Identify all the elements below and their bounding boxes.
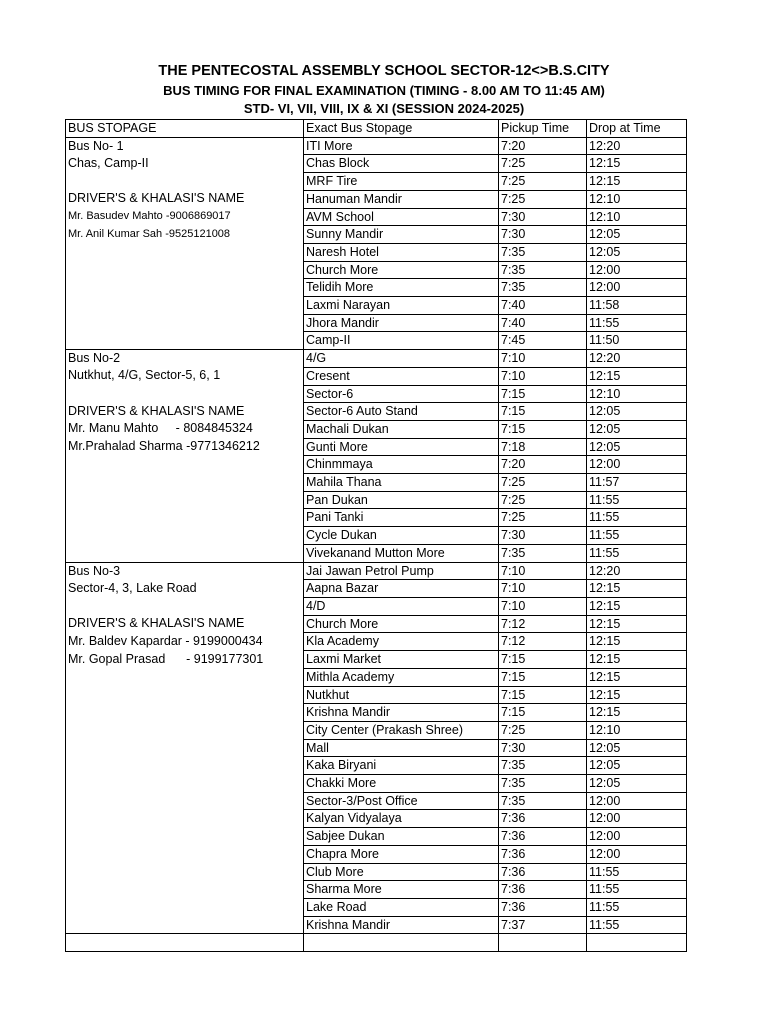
table-row [66, 474, 687, 492]
table-row [66, 155, 687, 173]
stop-name: Sharma More [304, 881, 499, 899]
pickup-time: 7:35 [499, 243, 587, 261]
drop-time: 11:57 [587, 474, 687, 492]
bus-info-cell [66, 509, 304, 527]
pickup-time: 7:30 [499, 208, 587, 226]
pickup-time: 7:35 [499, 544, 587, 562]
bus-info-cell [66, 775, 304, 793]
bus-info-cell [66, 828, 304, 846]
bus-info-cell [66, 261, 304, 279]
school-title: THE PENTECOSTAL ASSEMBLY SCHOOL SECTOR-12<>B.S.CITY [158, 63, 610, 79]
drop-time: 12:05 [587, 403, 687, 421]
pickup-time: 7:36 [499, 828, 587, 846]
pickup-time: 7:10 [499, 562, 587, 580]
blank-line [66, 173, 304, 191]
drop-time: 12:20 [587, 562, 687, 580]
table-row [66, 916, 687, 934]
stop-name: Hanuman Mandir [304, 190, 499, 208]
table-row [66, 403, 687, 421]
table-row [66, 633, 687, 651]
drop-time: 12:10 [587, 385, 687, 403]
drop-time: 12:05 [587, 420, 687, 438]
drop-time: 12:15 [587, 580, 687, 598]
bus-info-cell [66, 704, 304, 722]
drop-time: 11:55 [587, 898, 687, 916]
bus-info-cell [66, 668, 304, 686]
pickup-time: 7:37 [499, 916, 587, 934]
table-row [66, 686, 687, 704]
drop-time: 12:00 [587, 261, 687, 279]
pickup-time: 7:25 [499, 190, 587, 208]
bus-info-cell [66, 474, 304, 492]
stop-name: Lake Road [304, 898, 499, 916]
drop-time: 12:05 [587, 775, 687, 793]
stop-name: Gunti More [304, 438, 499, 456]
drop-time: 12:05 [587, 739, 687, 757]
stop-name: MRF Tire [304, 173, 499, 191]
pickup-time: 7:12 [499, 633, 587, 651]
pickup-time: 7:15 [499, 686, 587, 704]
table-row [66, 208, 687, 226]
bus-number: Bus No- 1 [66, 137, 304, 155]
drop-time: 12:15 [587, 686, 687, 704]
drop-time: 12:15 [587, 651, 687, 669]
stop-name: Pan Dukan [304, 491, 499, 509]
table-row [66, 509, 687, 527]
table-row [66, 456, 687, 474]
pickup-time: 7:18 [499, 438, 587, 456]
table-row [66, 261, 687, 279]
pickup-time: 7:20 [499, 456, 587, 474]
bus-area: Nutkhut, 4/G, Sector-5, 6, 1 [66, 367, 304, 385]
blank-line [66, 597, 304, 615]
table-row [66, 527, 687, 545]
stop-name: Kla Academy [304, 633, 499, 651]
bus-info-cell [66, 739, 304, 757]
drop-time: 12:05 [587, 243, 687, 261]
drop-time: 12:15 [587, 615, 687, 633]
drop-time: 12:15 [587, 597, 687, 615]
bus-schedule-table [65, 119, 687, 952]
staff-member: Mr. Manu Mahto - 8084845324 [66, 420, 304, 438]
drop-time: 12:05 [587, 438, 687, 456]
pickup-time: 7:10 [499, 580, 587, 598]
stop-name: ITI More [304, 137, 499, 155]
pickup-time: 7:25 [499, 491, 587, 509]
table-row [66, 385, 687, 403]
table-row [66, 226, 687, 244]
pickup-time: 7:10 [499, 367, 587, 385]
stop-name: Chas Block [304, 155, 499, 173]
pickup-time: 7:45 [499, 332, 587, 350]
stop-name: Pani Tanki [304, 509, 499, 527]
table-row [66, 898, 687, 916]
pickup-time: 7:30 [499, 739, 587, 757]
stop-name: Church More [304, 615, 499, 633]
drop-time: 12:05 [587, 226, 687, 244]
bus-info-cell [66, 845, 304, 863]
drop-time: 12:05 [587, 757, 687, 775]
pickup-time: 7:40 [499, 314, 587, 332]
pickup-time: 7:10 [499, 350, 587, 368]
stop-name: Nutkhut [304, 686, 499, 704]
table-row [66, 190, 687, 208]
table-row [66, 279, 687, 297]
staff-heading: DRIVER'S & KHALASI'S NAME [66, 190, 304, 208]
bus-info-cell [66, 863, 304, 881]
stop-name: Sector-3/Post Office [304, 792, 499, 810]
bus-info-cell [66, 721, 304, 739]
stop-name: Krishna Mandir [304, 916, 499, 934]
table-row [66, 792, 687, 810]
pickup-time: 7:25 [499, 474, 587, 492]
stop-name: Kaka Biryani [304, 757, 499, 775]
stop-name: Chapra More [304, 845, 499, 863]
table-row [66, 668, 687, 686]
pickup-time: 7:15 [499, 420, 587, 438]
table-row [66, 739, 687, 757]
drop-time: 12:15 [587, 633, 687, 651]
pickup-time: 7:15 [499, 403, 587, 421]
bus-info-cell [66, 810, 304, 828]
bus-info-cell [66, 757, 304, 775]
pickup-time: 7:36 [499, 863, 587, 881]
drop-time: 12:00 [587, 845, 687, 863]
classes-session: STD- VI, VII, VIII, IX & XI (SESSION 2024-2025) [243, 101, 525, 116]
bus-area: Sector-4, 3, Lake Road [66, 580, 304, 598]
col-exact-stopage: Exact Bus Stopage [304, 120, 499, 138]
bus-info-cell [66, 243, 304, 261]
bus-info-cell [66, 491, 304, 509]
stop-name: AVM School [304, 208, 499, 226]
timing-subtitle: BUS TIMING FOR FINAL EXAMINATION (TIMING - 8.00 AM TO 11:45 AM) [163, 83, 605, 98]
staff-member: Mr. Baldev Kapardar - 9199000434 [66, 633, 304, 651]
bus-info-cell [66, 456, 304, 474]
table-row [66, 314, 687, 332]
bus-info-cell [66, 297, 304, 315]
drop-time: 11:55 [587, 881, 687, 899]
header-row [66, 120, 687, 138]
staff-member: Mr.Prahalad Sharma -9771346212 [66, 438, 304, 456]
staff-member: Mr. Gopal Prasad - 9199177301 [66, 651, 304, 669]
pickup-time: 7:36 [499, 898, 587, 916]
pickup-time: 7:10 [499, 597, 587, 615]
drop-time: 12:10 [587, 721, 687, 739]
bus-info-cell [66, 279, 304, 297]
staff-heading: DRIVER'S & KHALASI'S NAME [66, 615, 304, 633]
table-row [66, 615, 687, 633]
table-row [66, 544, 687, 562]
table-row [66, 845, 687, 863]
pickup-time: 7:36 [499, 881, 587, 899]
stop-name: Club More [304, 863, 499, 881]
staff-member: Mr. Basudev Mahto -9006869017 [66, 208, 304, 226]
drop-time: 12:00 [587, 456, 687, 474]
stop-name: Kalyan Vidyalaya [304, 810, 499, 828]
blank-line [66, 385, 304, 403]
table-row [66, 775, 687, 793]
pickup-time: 7:15 [499, 668, 587, 686]
drop-time: 12:15 [587, 704, 687, 722]
pickup-time: 7:15 [499, 385, 587, 403]
drop-time: 12:10 [587, 208, 687, 226]
staff-heading: DRIVER'S & KHALASI'S NAME [66, 403, 304, 421]
stop-name: Laxmi Narayan [304, 297, 499, 315]
bus-info-cell [66, 686, 304, 704]
table-row [66, 350, 687, 368]
bus-info-cell [66, 916, 304, 934]
stop-name: Chakki More [304, 775, 499, 793]
drop-time: 12:00 [587, 279, 687, 297]
drop-time: 11:55 [587, 509, 687, 527]
drop-time: 12:10 [587, 190, 687, 208]
drop-time: 11:55 [587, 916, 687, 934]
pickup-time: 7:35 [499, 757, 587, 775]
table-row [66, 562, 687, 580]
stop-name: Vivekanand Mutton More [304, 544, 499, 562]
drop-time: 12:15 [587, 155, 687, 173]
pickup-time: 7:15 [499, 651, 587, 669]
drop-time: 12:00 [587, 792, 687, 810]
pickup-time: 7:25 [499, 155, 587, 173]
table-row [66, 367, 687, 385]
table-row [66, 863, 687, 881]
staff-member: Mr. Anil Kumar Sah -9525121008 [66, 226, 304, 244]
table-row [66, 332, 687, 350]
bus-info-cell [66, 792, 304, 810]
table-row [66, 704, 687, 722]
bus-info-cell [66, 881, 304, 899]
table-row [66, 810, 687, 828]
empty-cell [304, 934, 499, 952]
pickup-time: 7:25 [499, 509, 587, 527]
drop-time: 11:58 [587, 297, 687, 315]
pickup-time: 7:36 [499, 845, 587, 863]
pickup-time: 7:20 [499, 137, 587, 155]
pickup-time: 7:40 [499, 297, 587, 315]
bus-area: Chas, Camp-II [66, 155, 304, 173]
table-row [66, 420, 687, 438]
table-row [66, 297, 687, 315]
empty-cell [499, 934, 587, 952]
stop-name: 4/D [304, 597, 499, 615]
stop-name: Laxmi Market [304, 651, 499, 669]
bus-info-cell [66, 544, 304, 562]
drop-time: 11:55 [587, 863, 687, 881]
bus-info-cell [66, 314, 304, 332]
stop-name: City Center (Prakash Shree) [304, 721, 499, 739]
stop-name: Krishna Mandir [304, 704, 499, 722]
pickup-time: 7:35 [499, 792, 587, 810]
drop-time: 12:00 [587, 810, 687, 828]
stop-name: Naresh Hotel [304, 243, 499, 261]
table-row [66, 757, 687, 775]
drop-time: 11:55 [587, 491, 687, 509]
pickup-time: 7:36 [499, 810, 587, 828]
table-row [66, 721, 687, 739]
pickup-time: 7:30 [499, 226, 587, 244]
drop-time: 11:50 [587, 332, 687, 350]
drop-time: 12:20 [587, 137, 687, 155]
stop-name: Sector-6 Auto Stand [304, 403, 499, 421]
bus-number: Bus No-3 [66, 562, 304, 580]
stop-name: Cresent [304, 367, 499, 385]
stop-name: Mithla Academy [304, 668, 499, 686]
schedule-body [66, 137, 687, 951]
drop-time: 12:20 [587, 350, 687, 368]
table-row [66, 881, 687, 899]
pickup-time: 7:25 [499, 173, 587, 191]
stop-name: Telidih More [304, 279, 499, 297]
drop-time: 12:00 [587, 828, 687, 846]
bus-number: Bus No-2 [66, 350, 304, 368]
drop-time: 12:15 [587, 668, 687, 686]
stop-name: Jai Jawan Petrol Pump [304, 562, 499, 580]
pickup-time: 7:35 [499, 279, 587, 297]
stop-name: Sabjee Dukan [304, 828, 499, 846]
col-pickup-time: Pickup Time [499, 120, 587, 138]
pickup-time: 7:35 [499, 775, 587, 793]
pickup-time: 7:35 [499, 261, 587, 279]
table-row [66, 173, 687, 191]
table-row [66, 828, 687, 846]
pickup-time: 7:25 [499, 721, 587, 739]
table-row [66, 438, 687, 456]
bus-info-cell [66, 898, 304, 916]
stop-name: Aapna Bazar [304, 580, 499, 598]
stop-name: Sector-6 [304, 385, 499, 403]
table-row [66, 580, 687, 598]
pickup-time: 7:15 [499, 704, 587, 722]
bus-info-cell [66, 527, 304, 545]
drop-time: 12:15 [587, 173, 687, 191]
stop-name: Mall [304, 739, 499, 757]
stop-name: Cycle Dukan [304, 527, 499, 545]
table-row [66, 137, 687, 155]
table-row [66, 651, 687, 669]
col-bus-stopage: BUS STOPAGE [66, 120, 304, 138]
stop-name: Camp-II [304, 332, 499, 350]
drop-time: 11:55 [587, 544, 687, 562]
drop-time: 11:55 [587, 527, 687, 545]
stop-name: Jhora Mandir [304, 314, 499, 332]
stop-name: Mahila Thana [304, 474, 499, 492]
col-drop-time: Drop at Time [587, 120, 687, 138]
stop-name: Sunny Mandir [304, 226, 499, 244]
bus-info-cell [66, 332, 304, 350]
pickup-time: 7:12 [499, 615, 587, 633]
pickup-time: 7:30 [499, 527, 587, 545]
empty-cell [66, 934, 304, 952]
drop-time: 11:55 [587, 314, 687, 332]
empty-cell [587, 934, 687, 952]
stop-name: Machali Dukan [304, 420, 499, 438]
stop-name: 4/G [304, 350, 499, 368]
empty-row [66, 934, 687, 952]
drop-time: 12:15 [587, 367, 687, 385]
table-row [66, 491, 687, 509]
stop-name: Church More [304, 261, 499, 279]
table-row [66, 597, 687, 615]
table-row [66, 243, 687, 261]
stop-name: Chinmmaya [304, 456, 499, 474]
